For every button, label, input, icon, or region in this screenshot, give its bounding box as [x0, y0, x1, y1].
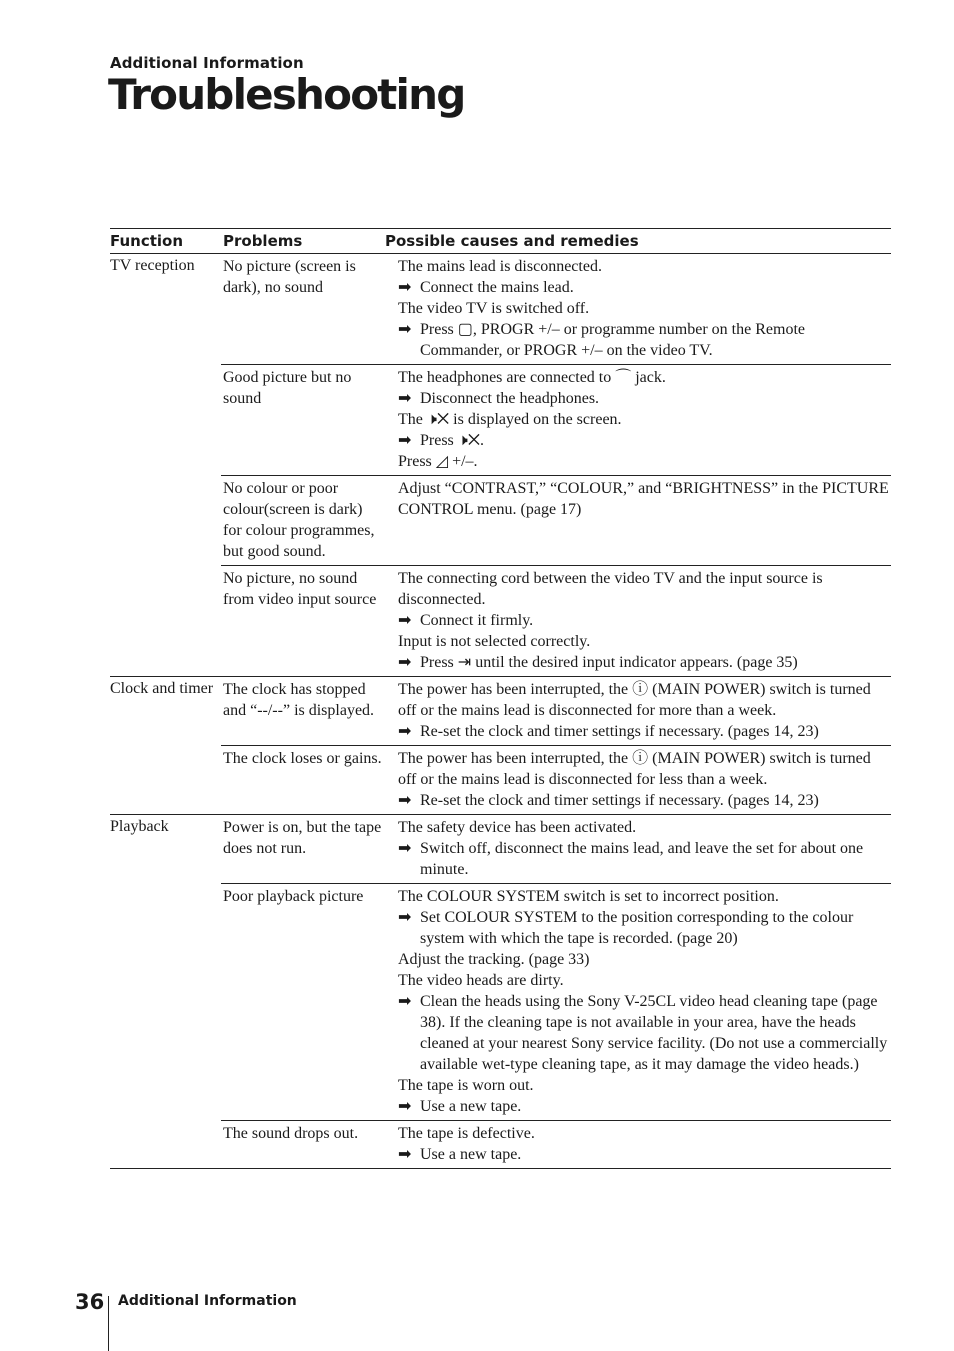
remedy-cause: The headphones are connected to ⌒ jack.: [398, 369, 666, 386]
remedy-action: [398, 907, 891, 949]
function-group: [110, 254, 891, 676]
remedy-action-text: Set COLOUR SYSTEM to the position corresponding to the colour system with which the tape is recorded. (page 20): [420, 909, 854, 947]
remedy-action-text: Use a new tape.: [420, 1146, 522, 1163]
remedy-action-text: Connect it firmly.: [420, 612, 534, 629]
problem-cell: The clock loses or gains.: [223, 750, 382, 767]
remedy-cause: The safety device has been activated.: [398, 819, 637, 836]
remedy-cause: The power has been interrupted, the ⓘ (MAIN POWER) switch is turned off or the mains lead is disconnected for more than a week.: [398, 681, 871, 719]
remedy-action: [398, 652, 891, 673]
troubleshooting-table: [110, 228, 891, 1169]
table-row: [221, 815, 891, 883]
remedy-cause: The mains lead is disconnected.: [398, 258, 602, 275]
remedy-action-text: Use a new tape.: [420, 1098, 522, 1115]
column-header-remedies: Possible causes and remedies: [385, 232, 639, 250]
remedy-cause: The video TV is switched off.: [398, 300, 590, 317]
remedy-action: [398, 1096, 891, 1117]
problem-cell: No picture, no sound from video input source: [223, 570, 377, 608]
remedy-cause: The connecting cord between the video TV and the input source is disconnected.: [398, 570, 823, 608]
problem-cell: No picture (screen is dark), no sound: [223, 258, 356, 296]
remedy-action: [398, 1144, 891, 1165]
remedy-action: [398, 721, 891, 742]
remedy-action: [398, 277, 891, 298]
remedy-action-text: Disconnect the headphones.: [420, 390, 600, 407]
table-row: [221, 254, 891, 364]
page-title: Troubleshooting: [108, 70, 465, 119]
remedy-cause: Adjust “CONTRAST,” “COLOUR,” and “BRIGHTNESS” in the PICTURE CONTROL menu. (page 17): [398, 480, 889, 518]
right-arrow-icon: ➡: [398, 279, 412, 296]
right-arrow-icon: ➡: [398, 792, 412, 809]
remedies-cell: [383, 746, 891, 814]
remedy-action: [398, 991, 891, 1075]
remedy-action-text: Connect the mains lead.: [420, 279, 574, 296]
section-label: Additional Information: [110, 54, 304, 72]
remedy-cause: Press ◿ +/–.: [398, 453, 478, 470]
function-group: [110, 676, 891, 814]
remedy-cause: The power has been interrupted, the ⓘ (MAIN POWER) switch is turned off or the mains lead is disconnected for less than a week.: [398, 750, 871, 788]
right-arrow-icon: ➡: [398, 654, 412, 671]
remedy-action: [398, 838, 891, 880]
problem-cell: The sound drops out.: [223, 1125, 359, 1142]
table-row: [221, 883, 891, 1120]
remedy-action: [398, 430, 891, 451]
table-row: [221, 677, 891, 745]
function-label: Playback: [110, 818, 169, 835]
table-row: [221, 1120, 891, 1168]
remedy-action-text: Switch off, disconnect the mains lead, and leave the set for about one minute.: [420, 840, 864, 878]
remedy-action: [398, 790, 891, 811]
footer-divider: [108, 1296, 109, 1351]
table-row: [221, 745, 891, 814]
problem-cell: Power is on, but the tape does not run.: [223, 819, 382, 857]
remedies-cell: [383, 884, 891, 1120]
remedy-cause: The tape is worn out.: [398, 1077, 534, 1094]
remedies-cell: [383, 677, 891, 745]
table-row: [221, 475, 891, 565]
column-header-function: Function: [110, 232, 184, 250]
function-label: Clock and timer: [110, 680, 214, 697]
table-header: [110, 228, 891, 254]
remedy-cause: The video heads are dirty.: [398, 972, 564, 989]
remedies-cell: [383, 1121, 891, 1168]
table-body: [110, 254, 891, 1169]
remedy-action: [398, 610, 891, 631]
right-arrow-icon: ➡: [398, 432, 412, 449]
remedies-cell: [383, 476, 891, 565]
right-arrow-icon: ➡: [398, 612, 412, 629]
footer-label: Additional Information: [118, 1293, 297, 1309]
table-row: [221, 364, 891, 475]
problem-cell: No colour or poor colour(screen is dark) for colour programmes, but good sound.: [223, 480, 375, 560]
function-label: TV reception: [110, 257, 195, 274]
table-row: [221, 565, 891, 676]
problem-cell: Good picture but no sound: [223, 369, 352, 407]
remedy-action: [398, 388, 891, 409]
remedies-cell: [383, 254, 891, 364]
remedy-action-text: Re-set the clock and timer settings if necessary. (pages 14, 23): [420, 723, 819, 740]
page-number: 36: [75, 1290, 105, 1314]
remedy-action-text: Press ⇥ until the desired input indicator appears. (page 35): [420, 654, 798, 671]
remedies-cell: [383, 566, 891, 676]
remedy-action-text: Press 🕨✕.: [420, 432, 485, 449]
right-arrow-icon: ➡: [398, 723, 412, 740]
remedy-cause: The tape is defective.: [398, 1125, 535, 1142]
remedy-action-text: Clean the heads using the Sony V-25CL video head cleaning tape (page 38). If the cleaning tape is not available in your area, have the heads cleaned at your nearest Sony service facility. (Do not use a commercially available wet-type cleaning tape, as it may damage the video heads.): [420, 993, 888, 1073]
remedies-cell: [383, 365, 891, 475]
remedy-action: [398, 319, 891, 361]
remedy-cause: Adjust the tracking. (page 33): [398, 951, 590, 968]
right-arrow-icon: ➡: [398, 840, 412, 857]
remedy-cause: The 🕨✕ is displayed on the screen.: [398, 411, 622, 428]
remedy-cause: Input is not selected correctly.: [398, 633, 591, 650]
right-arrow-icon: ➡: [398, 1098, 412, 1115]
right-arrow-icon: ➡: [398, 993, 412, 1010]
remedies-cell: [383, 815, 891, 883]
right-arrow-icon: ➡: [398, 321, 412, 338]
remedy-action-text: Re-set the clock and timer settings if necessary. (pages 14, 23): [420, 792, 819, 809]
column-header-problems: Problems: [223, 232, 303, 250]
right-arrow-icon: ➡: [398, 909, 412, 926]
problem-cell: Poor playback picture: [223, 888, 364, 905]
remedy-cause: The COLOUR SYSTEM switch is set to incorrect position.: [398, 888, 779, 905]
function-group: [110, 814, 891, 1169]
right-arrow-icon: ➡: [398, 1146, 412, 1163]
problem-cell: The clock has stopped and “--/--” is displayed.: [223, 681, 375, 719]
right-arrow-icon: ➡: [398, 390, 412, 407]
remedy-action-text: Press ▢, PROGR +/– or programme number on the Remote Commander, or PROGR +/– on the video TV.: [420, 321, 805, 359]
